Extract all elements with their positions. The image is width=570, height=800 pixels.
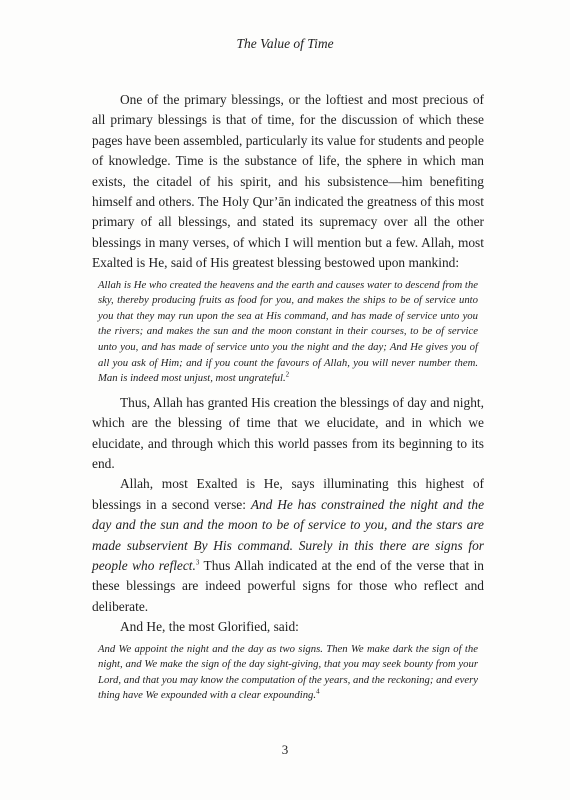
page-body [92,90,484,710]
quote-1-text: Allah is He who created the heavens and the earth and causes water to descend from the sky, thereby producing fruits as food for you, and makes the ships to be of service unto you that they may run upon the sea at His command, and has made of service unto you the rivers; and makes the sun and the moon constant in their courses, to be of service unto you, and has made of service unto you the night and the day; And He gives you of all you ask of Him; and if you count the favours of Allah, you will never number them. Man is indeed most unjust, most ungrateful. [98,278,478,385]
paragraph-day-night: Thus, Allah has granted His creation the blessings of day and night, which are the blessing of time that we elucidate, and in which we elucidate, and through which this world passes from its beginning to its end. [92,394,484,472]
page-number: 3 [281,742,289,757]
quote-2-text: And We appoint the night and the day as two signs. Then We make dark the sign of the night, and We make the sign of the day sight-giving, that you may seek bounty from your Lord, and that you may know the computation of the years, and the reckoning; and every thing have We expounded with a clear expounding. [98,642,478,702]
second-verse-tail: Thus Allah indicated at the end of the verse that in these blessings are indeed powerful signs for those who reflect and deliberate. [92,558,484,614]
second-verse-lead: Allah, most Exalted is He, says illuminating this highest of blessings in a second verse: [92,476,484,512]
footnote-ref-3[interactable]: 3 [195,558,200,567]
paragraph-second-verse [92,474,484,617]
block-quote-2 [92,642,484,704]
paragraph-glorified: And He, the most Glorified, said: [120,619,299,635]
block-quote-1 [92,278,484,387]
footnote-ref-2[interactable]: 2 [285,370,290,379]
running-header: The Value of Time [236,36,334,51]
paragraph-intro: One of the primary blessings, or the loftiest and most precious of all primary blessings is that of time, for the discussion of which these pages have been assembled, particularly its value for students and people of knowledge. Time is the substance of life, the sphere in which man exists, the citadel of his spirit, and his subsistence—him benefiting himself and others. The Holy Qur’ān indicated the greatness of this most primary of all blessings, and stated its supremacy over all the other blessings in many verses, of which I will mention but a few. Allah, most Exalted is He, said of His greatest blessing bestowed upon mankind: [92,92,484,271]
second-verse-quote: And He has constrained the night and the day and the sun and the moon to be of service to you, and the stars are made subservient By His command. Surely in this there are signs for people who reflect. [92,496,485,574]
footnote-ref-4[interactable]: 4 [316,687,320,696]
